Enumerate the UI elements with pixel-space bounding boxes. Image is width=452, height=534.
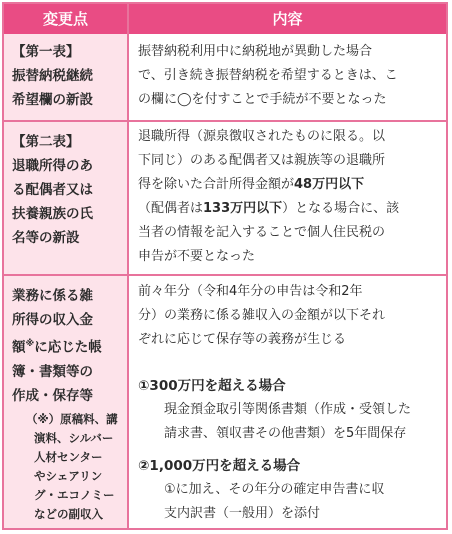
header-changes: 変更点 <box>4 4 127 34</box>
income-limit-133: 133万円以下 <box>203 201 283 216</box>
row3-right-line: 分）の業務に係る雑収入の金額が以下それ <box>138 308 386 323</box>
row2-left-line: 【第二表】 <box>12 134 80 150</box>
footnote-line: 人材センター <box>34 450 103 464</box>
row2-right-line: 退職所得（源泉徴収されたものに限る。以 <box>138 129 386 144</box>
item2-title: ②1,000万円を超える場合 <box>138 458 301 474</box>
column-divider <box>127 4 129 528</box>
item2-body-line: 支内訳書（一般用）を添付 <box>164 506 321 521</box>
row1-left-line: 【第一表】 <box>12 44 80 60</box>
row3-right-line: 前々年分（令和4年分の申告は令和2年 <box>138 284 363 299</box>
footnote-line: 演料、シルバー <box>34 431 114 445</box>
footnote-line: やシェアリン <box>34 469 103 483</box>
row1-left-line: 希望欄の新設 <box>12 92 93 108</box>
row1-left-line: 振替納税継続 <box>12 68 93 84</box>
row3-left-line: 簿・書類等の <box>12 363 93 380</box>
row2-right-line: 当者の情報を記入することで個人住民税の <box>138 225 386 240</box>
row2-right-text: （配偶者は <box>138 201 204 216</box>
row2-right-line <box>138 173 443 197</box>
row1-right-cell <box>129 34 446 120</box>
row2-right-line: 申告が不要となった <box>138 249 256 264</box>
row2-right-line <box>138 197 443 221</box>
footnote-line: （※）原稿料、講 <box>26 412 118 426</box>
row2-left-line: 名等の新設 <box>12 230 80 246</box>
row3-left-line: 業務に係る雑 <box>12 288 93 304</box>
item1-body-line: 請求書、領収書その他書類）を5年間保存 <box>164 426 407 441</box>
income-limit-48: 48万円以下 <box>294 177 365 192</box>
footnote-marker: ※ <box>25 339 35 349</box>
row2-left-line: 扶養親族の氏 <box>12 206 93 222</box>
item1-body-line: 現金預金取引等関係書類（作成・受領した <box>164 402 412 417</box>
item2-body-line: ①に加え、その年分の確定申告書に収 <box>164 482 385 497</box>
row1-right-line: で、引き続き振替納税を希望するときは、こ <box>138 68 398 83</box>
row2-right-line: 下同じ）のある配偶者又は親族等の退職所 <box>138 153 386 168</box>
row-divider <box>4 120 446 122</box>
row2-left-cell <box>4 122 127 274</box>
header-content: 内容 <box>129 4 446 34</box>
row3-left-line <box>12 332 125 360</box>
change-table <box>2 2 448 530</box>
row3-left-line: 作成・保存等 <box>12 387 93 404</box>
row-divider <box>4 274 446 276</box>
row2-left-line: 退職所得のあ <box>12 158 93 174</box>
row3-left-text: 額 <box>12 339 26 356</box>
row3-left-text: に応じた帳 <box>34 339 102 356</box>
row2-left-line: る配偶者又は <box>12 182 93 198</box>
row3-right-line: ぞれに応じて保存等の義務が生じる <box>138 332 347 347</box>
item1-title: ①300万円を超える場合 <box>138 378 286 394</box>
row1-right-line: 振替納税利用中に納税地が異動した場合 <box>138 44 373 59</box>
row3-left-line: 所得の収入金 <box>12 312 93 328</box>
row2-right-cell <box>129 122 446 274</box>
footnote-line: などの副収入 <box>34 507 103 521</box>
row1-left-cell <box>4 34 127 120</box>
row1-right-line: の欄に◯を付すことで手続が不要となった <box>138 92 387 107</box>
row2-right-text: 得を除いた合計所得金額が <box>138 177 295 192</box>
footnote-line: グ・エコノミー <box>34 488 115 502</box>
row3-right-cell <box>129 276 446 528</box>
row2-right-text: ）となる場合に、該 <box>282 201 400 216</box>
